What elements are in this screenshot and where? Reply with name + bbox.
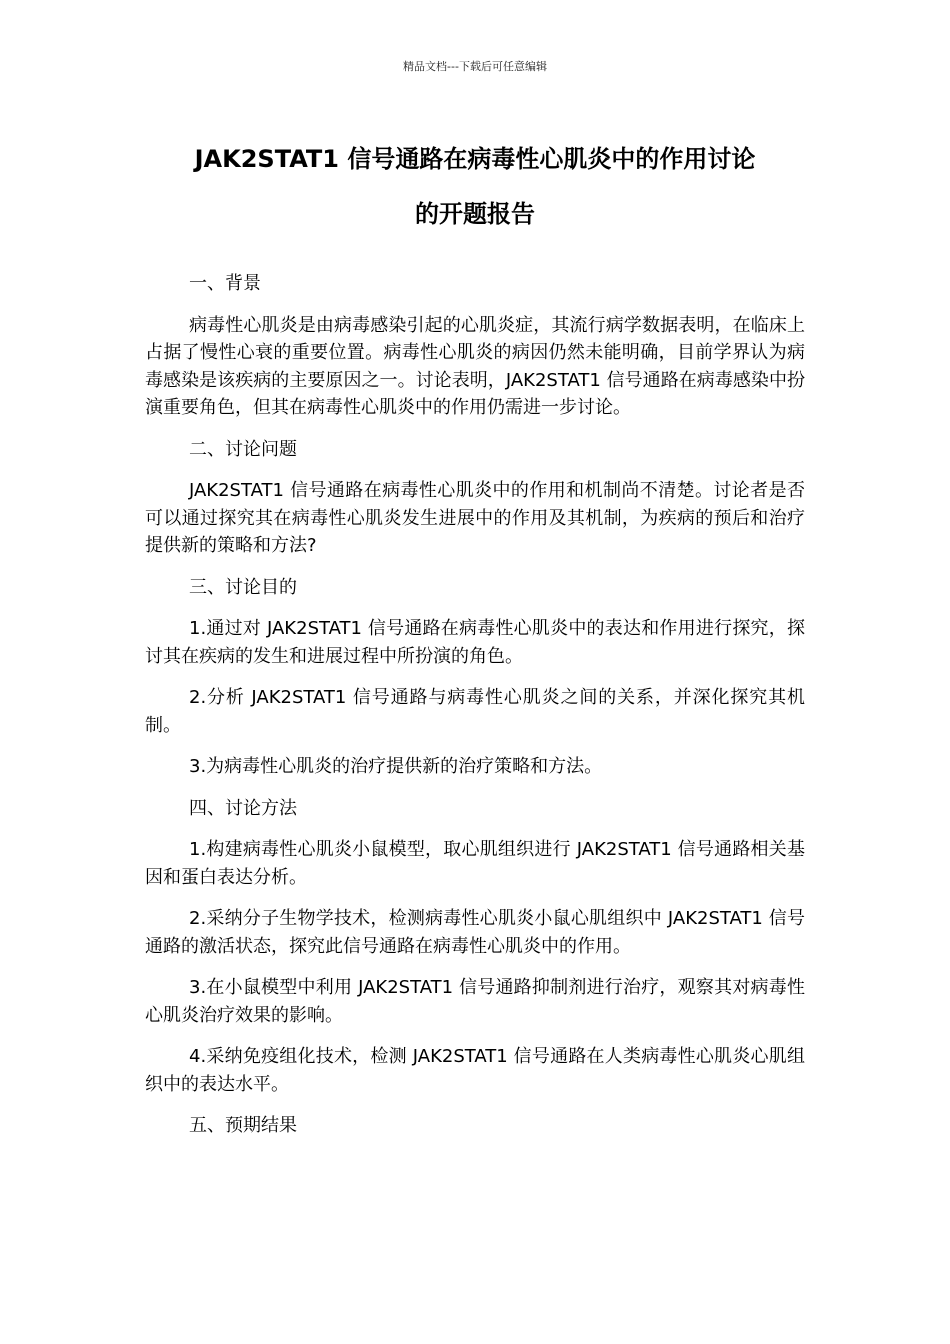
page-header: 精品文档---下载后可任意编辑 — [403, 60, 547, 73]
paragraph: 1.通过对 JAK2STAT1 信号通路在病毒性心肌炎中的表达和作用进行探究，探讨其在疾病的发生和进展过程中所扮演的角色。 — [145, 618, 805, 667]
section-heading: 三、讨论目的 — [189, 576, 297, 598]
section-objectives — [145, 574, 805, 781]
paragraph: 1.构建病毒性心肌炎小鼠模型，取心肌组织进行 JAK2STAT1 信号通路相关基因和蛋白表达分析。 — [145, 839, 805, 888]
section-background — [145, 270, 805, 422]
paragraph: 4.采纳免疫组化技术，检测 JAK2STAT1 信号通路在人类病毒性心肌炎心肌组织中的表达水平。 — [145, 1046, 805, 1095]
document-body — [145, 270, 805, 1154]
title-line-1: JAK2STAT1 信号通路在病毒性心肌炎中的作用讨论 — [194, 145, 756, 173]
document-title — [130, 132, 820, 242]
title-line-2: 的开题报告 — [415, 200, 535, 228]
section-heading: 一、背景 — [189, 273, 261, 294]
paragraph: 3.为病毒性心肌炎的治疗提供新的治疗策略和方法。 — [189, 756, 603, 777]
section-expected-results — [145, 1112, 805, 1140]
section-heading: 五、预期结果 — [189, 1115, 297, 1136]
paragraph: 3.在小鼠模型中利用 JAK2STAT1 信号通路抑制剂进行治疗，观察其对病毒性心肌炎治疗效果的影响。 — [145, 977, 805, 1026]
paragraph: 2.采纳分子生物学技术，检测病毒性心肌炎小鼠心肌组织中 JAK2STAT1 信号通路的激活状态，探究此信号通路在病毒性心肌炎中的作用。 — [145, 908, 806, 957]
section-question — [145, 436, 805, 560]
section-heading: 四、讨论方法 — [189, 797, 297, 819]
paragraph: 2.分析 JAK2STAT1 信号通路与病毒性心肌炎之间的关系，并深化探究其机制。 — [145, 687, 805, 736]
paragraph: 病毒性心肌炎是由病毒感染引起的心肌炎症，其流行病学数据表明，在临床上占据了慢性心衰的重要位置。病毒性心肌炎的病因仍然未能明确，目前学界认为病毒感染是该疾病的主要原因之一。讨论表明，JAK2STAT1 信号通路在病毒感染中扮演重要角色，但其在病毒性心肌炎中的作用仍需进一步讨论。 — [145, 314, 805, 418]
section-heading: 二、讨论问题 — [189, 438, 297, 460]
paragraph: JAK2STAT1 信号通路在病毒性心肌炎中的作用和机制尚不清楚。讨论者是否可以通过探究其在病毒性心肌炎发生进展中的作用及其机制，为疾病的预后和治疗提供新的策略和方法? — [145, 480, 805, 556]
section-methods — [145, 795, 805, 1099]
